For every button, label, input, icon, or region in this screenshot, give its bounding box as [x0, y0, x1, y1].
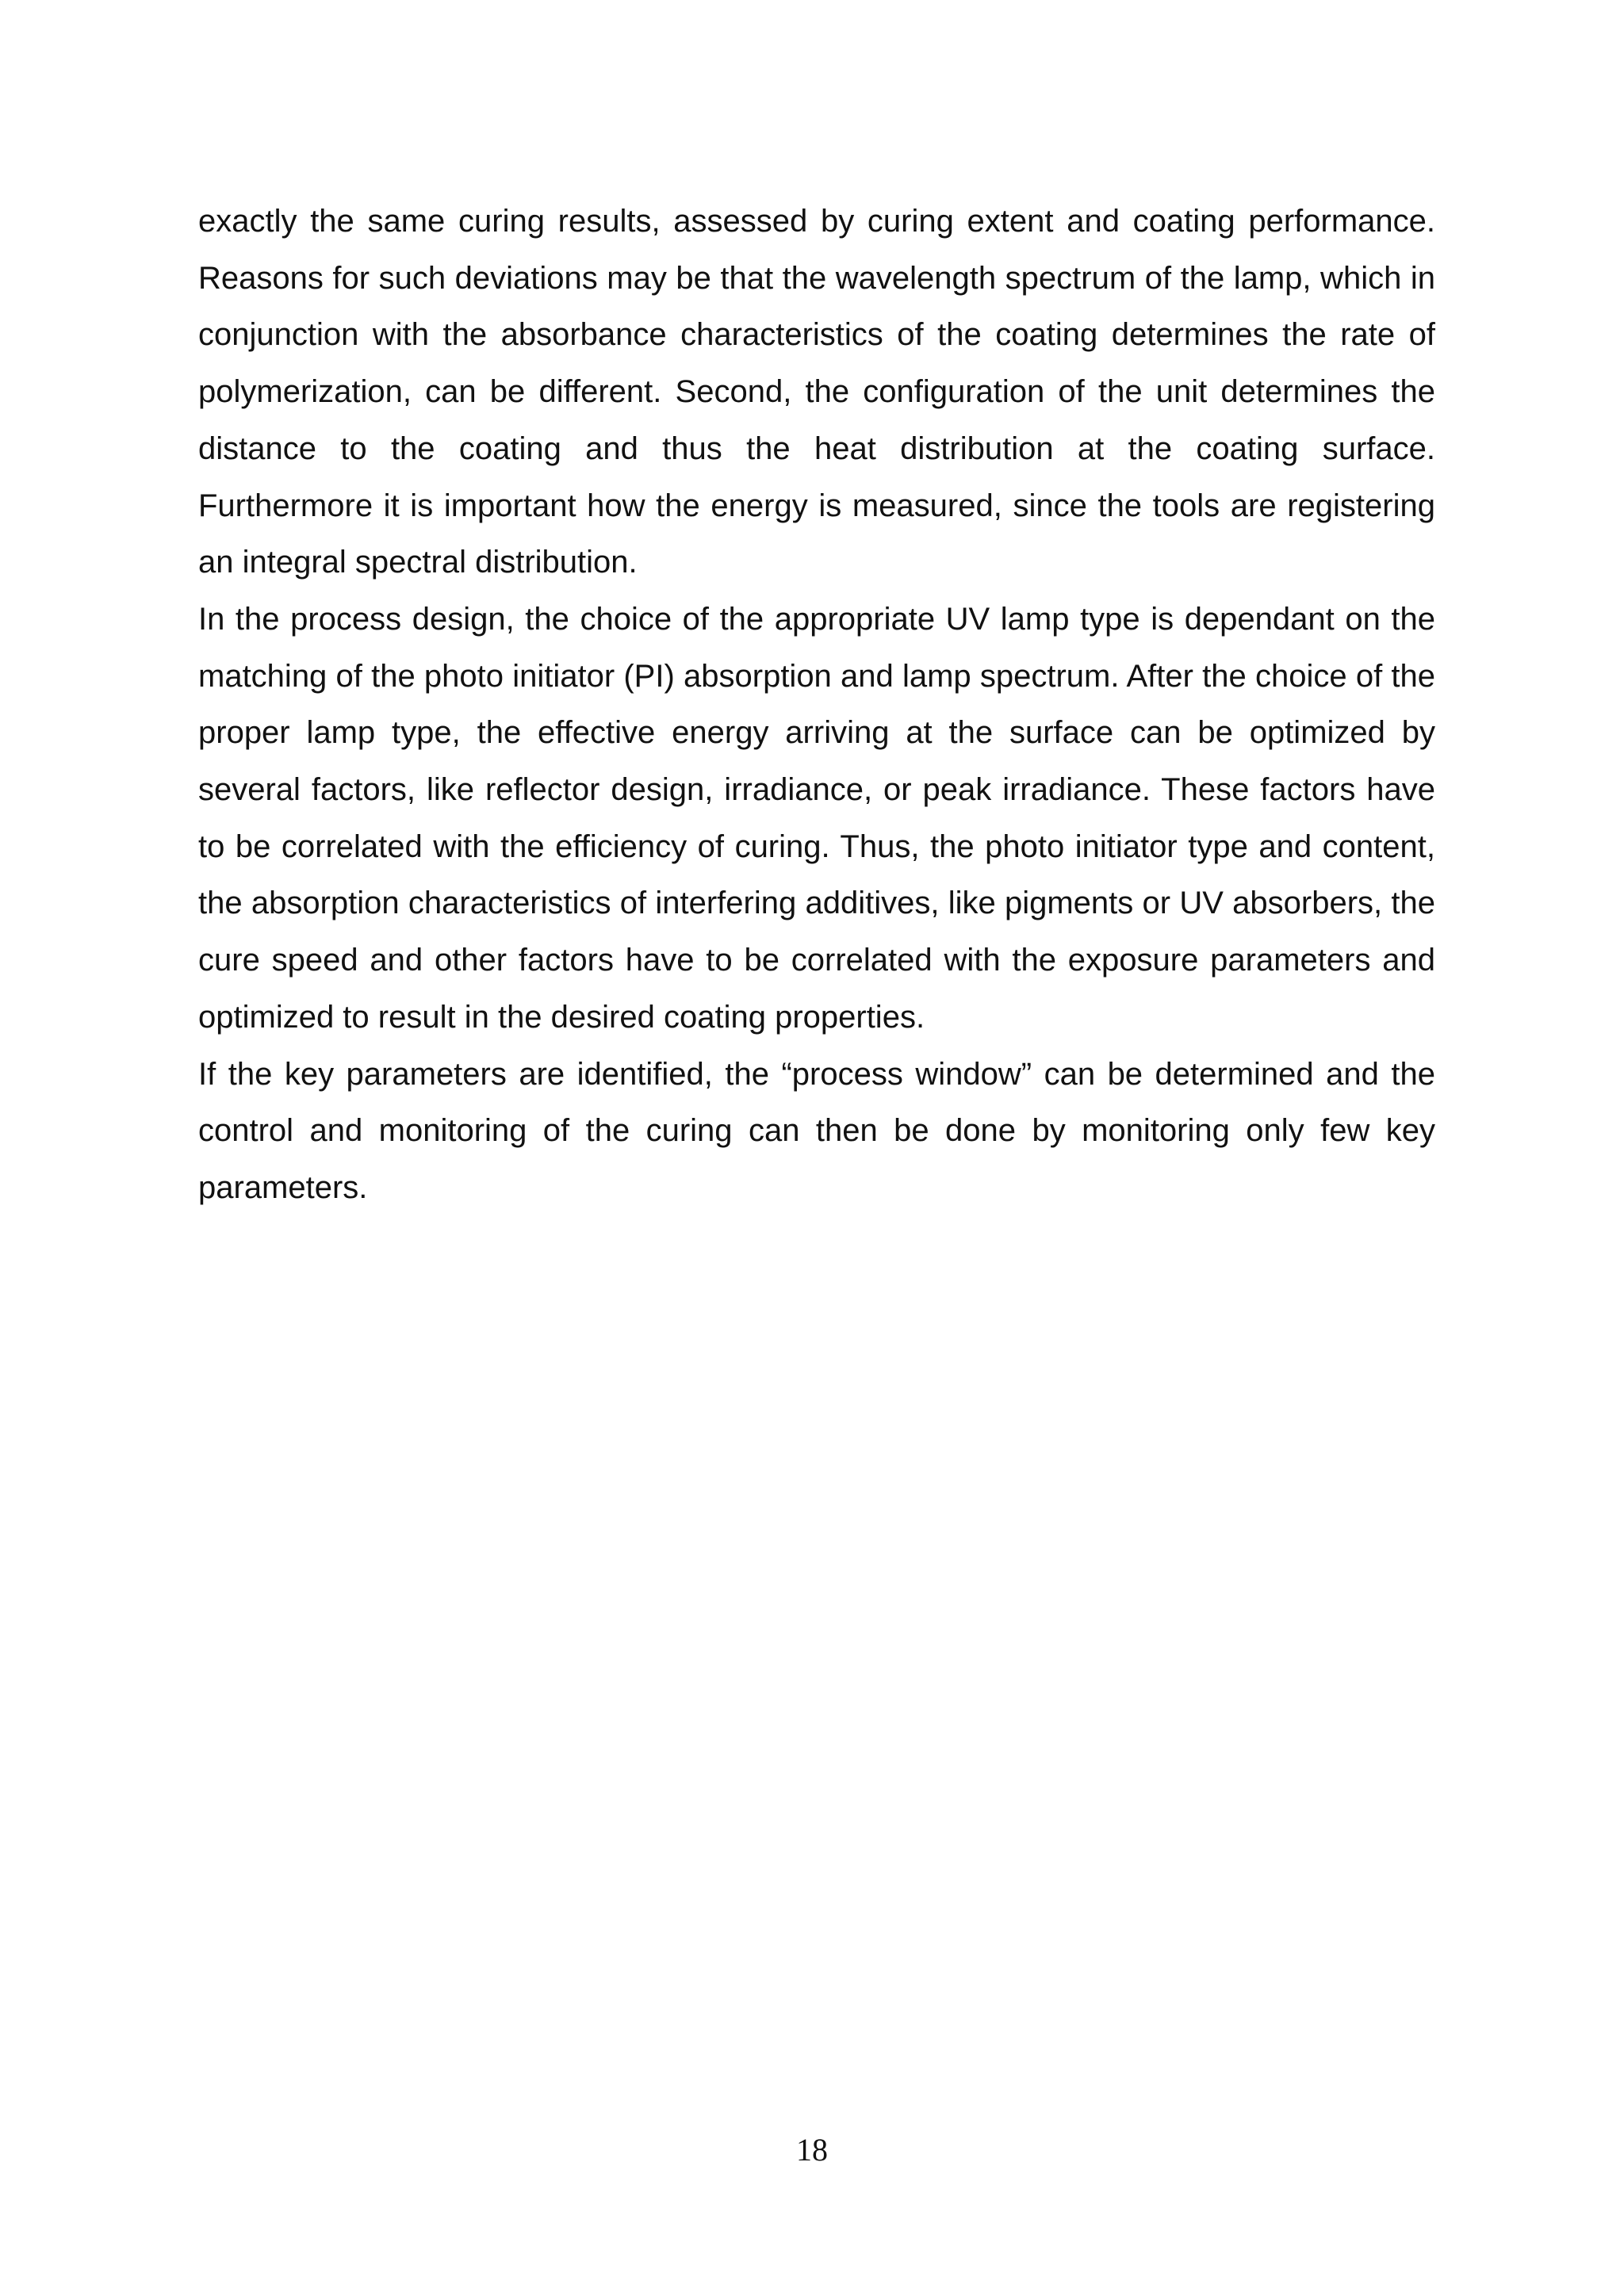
paragraph-curing-deviations: exactly the same curing results, assessed by curing extent and coating performance. Reasons for such deviations may be that the wavelength spectrum of the lamp, which in conjunction with the absorbance characteristics of the coating determines the rate of polymerization, can be different. Second, the configuration of the unit determines the distance to the coating and thus the heat distribution at the coating surface. Furthermore it is important how the energy is measured, since the tools are registering an integral spectral distribution. — [198, 204, 1435, 580]
paragraph-process-window: If the key parameters are identified, the “process window” can be determined and the control and monitoring of the curing can then be done by monitoring only few key parameters. — [198, 1056, 1435, 1205]
page-number: 18 — [796, 2132, 828, 2168]
body-text — [198, 193, 1435, 1217]
paragraph-process-design: In the process design, the choice of the appropriate UV lamp type is dependant on the matching of the photo initiator (PI) absorption and lamp spectrum. After the choice of the proper lamp type, the effective energy arriving at the surface can be optimized by several factors, like reflector design, irradiance, or peak irradiance. These factors have to be correlated with the efficiency of curing. Thus, the photo initiator type and content, the absorption characteristics of interfering additives, like pigments or UV absorbers, the cure speed and other factors have to be correlated with the exposure parameters and optimized to result in the desired coating properties. — [198, 601, 1435, 1035]
